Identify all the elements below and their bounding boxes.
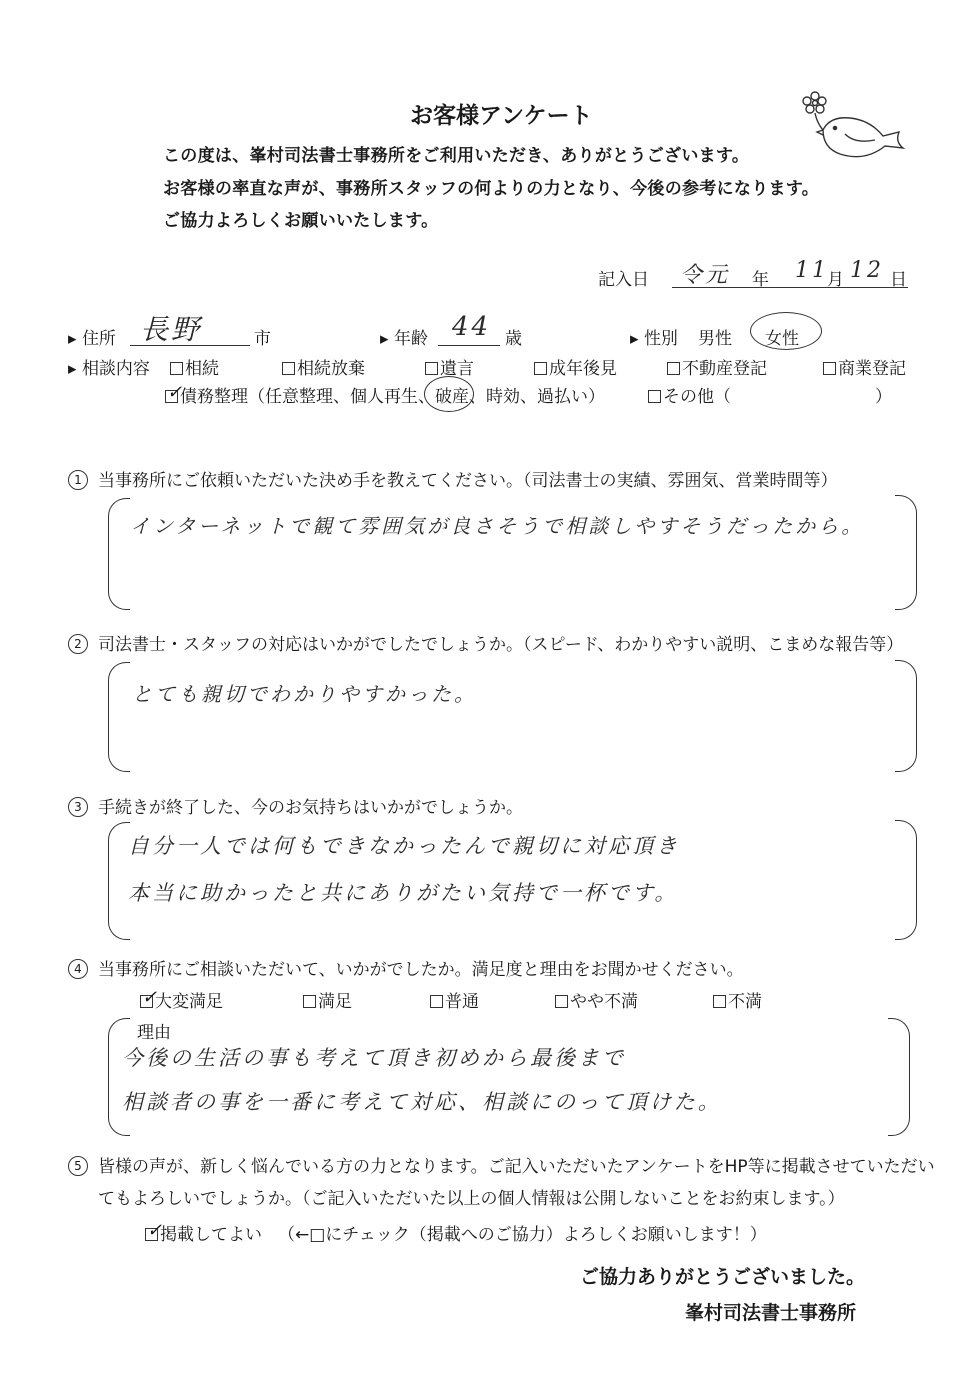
thanks-message: ご協力ありがとうございました。 bbox=[580, 1266, 866, 1288]
consult-label: ▸ 相談内容 bbox=[68, 359, 150, 379]
gender-label: ▸ 性別 bbox=[630, 329, 678, 349]
q3-bracket-right bbox=[895, 820, 917, 940]
date-month-unit: 月 bbox=[827, 270, 844, 290]
bankruptcy-selection-circle bbox=[424, 376, 474, 412]
consult-option-houki: 相続放棄 bbox=[282, 354, 365, 379]
q3-answer-line-2: 本当に助かったと共にありがたい気持で一杯です。 bbox=[128, 881, 679, 905]
satisfaction-option-satisfied: 満足 bbox=[303, 987, 352, 1012]
consult-option-saimu: ✓ 債務整理（任意整理、個人再生、破産、時効、過払い） bbox=[167, 382, 605, 407]
consult-option-other: その他（ bbox=[648, 382, 731, 407]
age-value: 44 bbox=[452, 312, 492, 342]
question-3: 3 手続きが終了した、今のお気持ちはいかがでしょうか。 bbox=[68, 793, 523, 818]
intro-line-3: ご協力よろしくお願いいたします。 bbox=[163, 211, 439, 231]
address-value: 長野 bbox=[140, 313, 203, 346]
question-5-line-1: 5 皆様の声が、新しく悩んでいる方の力となります。ご記入いただいたアンケートをHP等に掲載させていただい bbox=[68, 1152, 935, 1177]
q4-answer-line-2: 相談者の事を一番に考えて対応、相談にのって頂けた。 bbox=[122, 1090, 722, 1114]
q3-bracket-left bbox=[108, 822, 130, 940]
intro-line-2: お客様の率直な声が、事務所スタッフの何よりの力となり、今後の参考になります。 bbox=[163, 179, 820, 199]
page-title: お客様アンケート bbox=[410, 103, 593, 129]
q2-bracket-right bbox=[895, 660, 917, 772]
question-5-line-2: てもよろしいでしょうか。（ご記入いただいた以上の個人情報は公開しないことをお約束します。） bbox=[98, 1189, 845, 1209]
debt-bankruptcy-text: 破産 bbox=[435, 387, 469, 407]
satisfaction-option-very-satisfied: ✓ 大変満足 bbox=[142, 987, 223, 1012]
date-day-value: 12 bbox=[850, 258, 884, 283]
satisfaction-option-dissatisfied: 不満 bbox=[713, 987, 762, 1012]
reason-label: 理由 bbox=[137, 1023, 171, 1043]
intro-line-1: この度は、峯村司法書士事務所をご利用いただき、ありがとうございます。 bbox=[163, 146, 750, 166]
bird-illustration-icon bbox=[795, 88, 915, 168]
consult-option-shougyou: 商業登記 bbox=[823, 354, 906, 379]
question-1: 1 当事務所にご依頼いただいた決め手を教えてください。（司法書士の実績、雰囲気、営業時間等） bbox=[68, 466, 838, 491]
date-era-value: 令元 bbox=[680, 263, 731, 288]
gender-selection-circle bbox=[750, 312, 822, 350]
date-month-value: 11 bbox=[795, 258, 829, 283]
address-label: ▸ 住所 bbox=[68, 329, 116, 349]
office-name: 峯村司法書士事務所 bbox=[685, 1302, 857, 1324]
consult-other-close: ） bbox=[875, 387, 892, 407]
date-year-unit: 年 bbox=[752, 270, 769, 290]
satisfaction-option-neutral: 普通 bbox=[430, 987, 479, 1012]
satisfaction-option-slightly-dissatisfied: やや不満 bbox=[555, 987, 638, 1012]
date-label: 記入日 bbox=[598, 270, 649, 290]
q1-answer: インターネットで観て雰囲気が良さそうで相談しやすそうだったから。 bbox=[130, 514, 865, 538]
publish-consent-checkbox: ✓ 掲載してよい bbox=[147, 1220, 262, 1245]
q2-answer: とても親切でわかりやすかった。 bbox=[132, 682, 477, 706]
consult-option-souzoku: 相続 bbox=[170, 354, 219, 379]
q4-bracket-right bbox=[888, 1018, 910, 1136]
gender-male: 男性 bbox=[698, 329, 732, 349]
age-unit: 歳 bbox=[505, 329, 522, 349]
q1-bracket-left bbox=[108, 498, 130, 610]
q2-bracket-left bbox=[108, 662, 130, 772]
question-4: 4 当事務所にご相談いただいて、いかがでしたか。満足度と理由をお聞かせください。 bbox=[68, 955, 744, 980]
consult-option-yuigon: 遺言 bbox=[425, 354, 474, 379]
consult-option-fudousan: 不動産登記 bbox=[667, 354, 767, 379]
q3-answer-line-1: 自分一人では何もできなかったんで親切に対応頂き bbox=[128, 834, 680, 858]
consult-option-kouken: 成年後見 bbox=[534, 354, 617, 379]
question-2: 2 司法書士・スタッフの対応はいかがでしたでしょうか。（スピード、わかりやすい説明、こまめな報告等） bbox=[68, 630, 903, 655]
date-day-unit: 日 bbox=[890, 270, 907, 290]
gender-female: 女性 bbox=[765, 329, 799, 349]
age-underline bbox=[438, 345, 500, 346]
address-unit: 市 bbox=[254, 329, 271, 349]
publish-consent-note: （←□にチェック（掲載へのご協力）よろしくお願いします！） bbox=[278, 1225, 767, 1245]
q1-bracket-right bbox=[895, 495, 917, 610]
age-label: ▸ 年齢 bbox=[380, 329, 428, 349]
q4-answer-line-1: 今後の生活の事も考えて頂き初めから最後まで bbox=[122, 1046, 626, 1070]
q4-bracket-left bbox=[108, 1018, 130, 1136]
